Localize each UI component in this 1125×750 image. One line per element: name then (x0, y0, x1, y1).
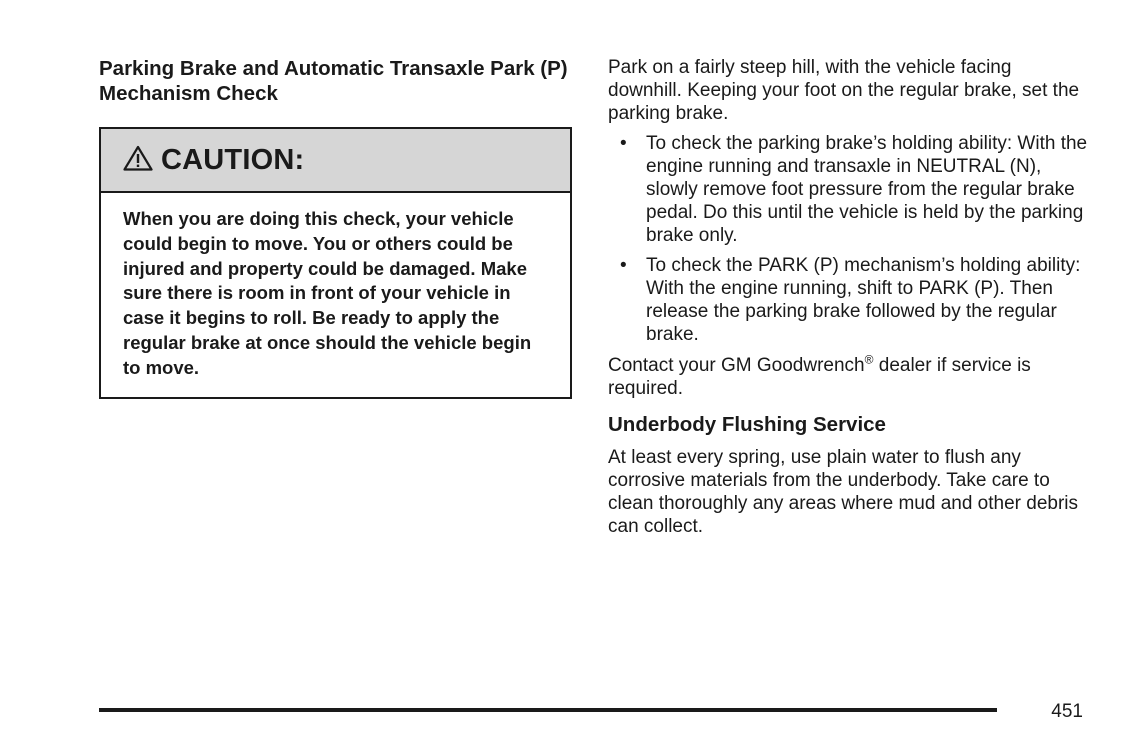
caution-header (101, 129, 570, 193)
page-number: 451 (1051, 701, 1083, 722)
bullet-icon: • (620, 255, 627, 276)
warning-triangle-icon (123, 145, 153, 171)
bullet-list (608, 132, 1090, 346)
list-item (608, 254, 1090, 346)
bullet-icon: • (620, 133, 627, 154)
flushing-paragraph: At least every spring, use plain water to flush any corrosive materials from the underbody. Take care to clean thoroughly any areas where mud and other debris can collect. (608, 447, 1079, 537)
subsection-heading: Underbody Flushing Service (608, 413, 886, 436)
caution-body: When you are doing this check, your vehicle could begin to move. You or others could be injured and property could be damaged. Make sure there is room in front of your vehicle in case it begins to roll. Be ready to apply the regular brake at once should the vehicle begin to move. (123, 208, 532, 378)
bullet-text: To check the parking brake’s holding ability: With the engine running and transaxle in NEUTRAL (N), slowly remove foot pressure from the regular brake pedal. Do this until the vehicle is held by the parking brake only. (646, 133, 1088, 246)
caution-box (99, 127, 572, 399)
left-column (99, 56, 573, 399)
section-heading: Parking Brake and Automatic Transaxle Park (P) Mechanism Check (99, 57, 568, 105)
bullet-text: To check the PARK (P) mechanism’s holding ability: With the engine running, shift to PARK (P). Then release the parking brake followed by the regular brake. (646, 255, 1081, 345)
list-item (608, 132, 1090, 247)
intro-paragraph: Park on a fairly steep hill, with the vehicle facing downhill. Keeping your foot on the regular brake, set the parking brake. (608, 57, 1080, 124)
contact-paragraph (608, 354, 1090, 400)
registered-mark: ® (864, 352, 874, 367)
contact-text-end: dealer if service is required. (608, 355, 1031, 399)
right-column (608, 56, 1090, 538)
footer-rule (99, 708, 997, 712)
caution-title: CAUTION: (161, 143, 305, 176)
contact-text: Contact your GM Goodwrench (608, 355, 865, 376)
